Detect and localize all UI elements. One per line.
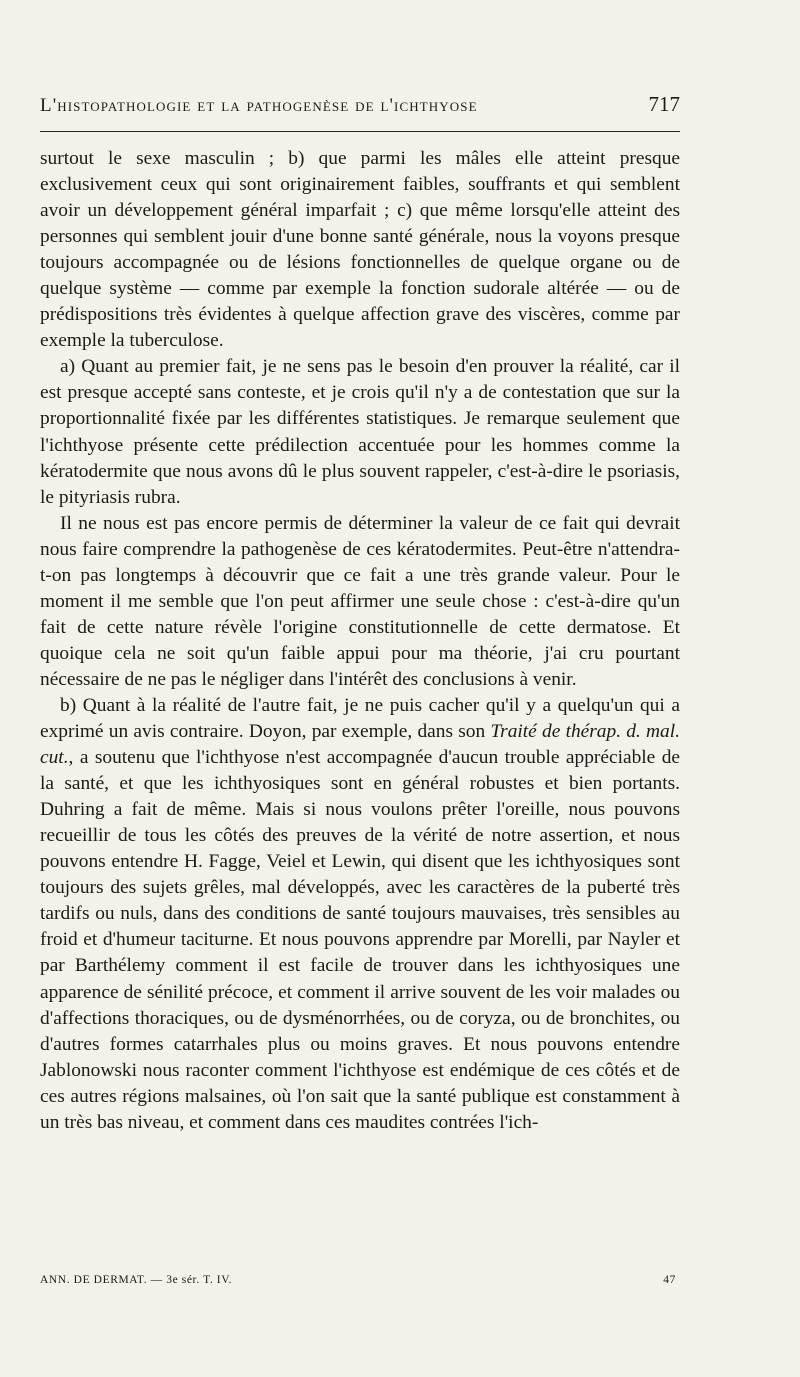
page-number: 717 <box>648 92 680 116</box>
paragraph-1 <box>40 146 680 354</box>
document-page <box>40 0 680 1377</box>
paragraph-4-text-end: , a soutenu que l'ichthyose n'est accompagnée d'aucun trouble appréciable de la santé, et que les ichthyosiques sont en général robustes et bien portants. Duhring a fait de même. Mais si nous voulons prêter l'oreille, nous pouvons recueillir de tous les côtés des preuves de la vérité de notre assertion, et nous pouvons entendre H. Fagge, Veiel et Lewin, qui disent que les ichthyosiques sont toujours des sujets grêles, mal développés, avec les caractères de la puberté très tardifs ou nuls, dans des conditions de santé toujours mauvaises, très sensibles au froid et d'humeur taciturne. Et nous pouvons apprendre par Morelli, par Nayler et par Barthélemy comment il est facile de trouver dans les ichthyosiques une apparence de sénilité précoce, et comment il arrive souvent de les voir malades ou d'affections thoraciques, ou de dysménorrhées, ou de coryza, ou de bronchites, ou d'autres formes catarrhales plus ou moins graves. Et nous pouvons entendre Jablonowski nous raconter comment l'ichthyose est endémique de ces côtés et de ces autres régions malsaines, où l'on sait que la santé publique est constamment à un très bas niveau, et comment dans ces maudites contrées l'ich- <box>40 747 680 1133</box>
header-rule <box>40 131 680 132</box>
body-text <box>40 146 680 1136</box>
paragraph-1-text: surtout le sexe masculin ; b) que parmi les mâles elle atteint presque exclusivement ceux qui sont originairement faibles, souffrants et qui semblent avoir un développement général imparfait ; c) que même lorsqu'elle atteint des personnes qui semblent jouir d'une bonne santé générale, nous la voyons presque toujours accompagnée ou de lésions fonctionnelles de quelque organe ou de quelque système — comme par exemple la fonction sudorale altérée — ou de prédispositions très évidentes à quelque affection grave des viscères, comme par exemple la tuberculose. <box>40 148 680 352</box>
paragraph-4-text-start: b) Quant à la réalité de l'autre fait, je ne puis cacher qu'il y a quelqu'un qui a exprimé un avis contraire. Doyon, par exemple, dans son <box>40 694 680 743</box>
paragraph-2 <box>40 354 680 510</box>
book-title-citation: Traité de thérap. d. mal. cut. <box>40 721 680 769</box>
paragraph-2-text: a) Quant au premier fait, je ne sens pas le besoin d'en prouver la réalité, car il est presque accepté sans conteste, et je crois qu'il n'y a de contestation que sur la proportionnalité fixée par les différentes statistiques. Je remarque seulement que l'ichthyose présente cette prédilection accentuée pour les hommes comme la kératodermite que nous avons dû le plus souvent rappeler, c'est-à-dire le psoriasis, le pityriasis rubra. <box>40 356 680 508</box>
footer-signature: ANN. DE DERMAT. — 3e sér. T. IV. <box>40 1274 233 1286</box>
sheet-number: 47 <box>663 1274 676 1286</box>
page-footer <box>40 1274 680 1286</box>
paragraph-3 <box>40 511 680 693</box>
paragraph-3-text: Il ne nous est pas encore permis de déterminer la valeur de ce fait qui devrait nous faire comprendre la pathogenèse de ces kératodermites. Peut-être n'attendra-t-on pas longtemps à découvrir que ce fait a une très grande valeur. Pour le moment il me semble que l'on peut affirmer une seule chose : c'est-à-dire qu'un fait de cette nature révèle l'origine constitutionnelle de cette dermatose. Et quoique cela ne soit qu'un faible appui pour ma théorie, j'ai cru pourtant nécessaire de ne pas le négliger dans l'intérêt des conclusions à venir. <box>40 512 680 690</box>
running-head <box>40 92 680 117</box>
running-title: L'histopathologie et la pathogenèse de l'ichthyose <box>40 95 478 116</box>
paragraph-4 <box>40 693 680 1136</box>
